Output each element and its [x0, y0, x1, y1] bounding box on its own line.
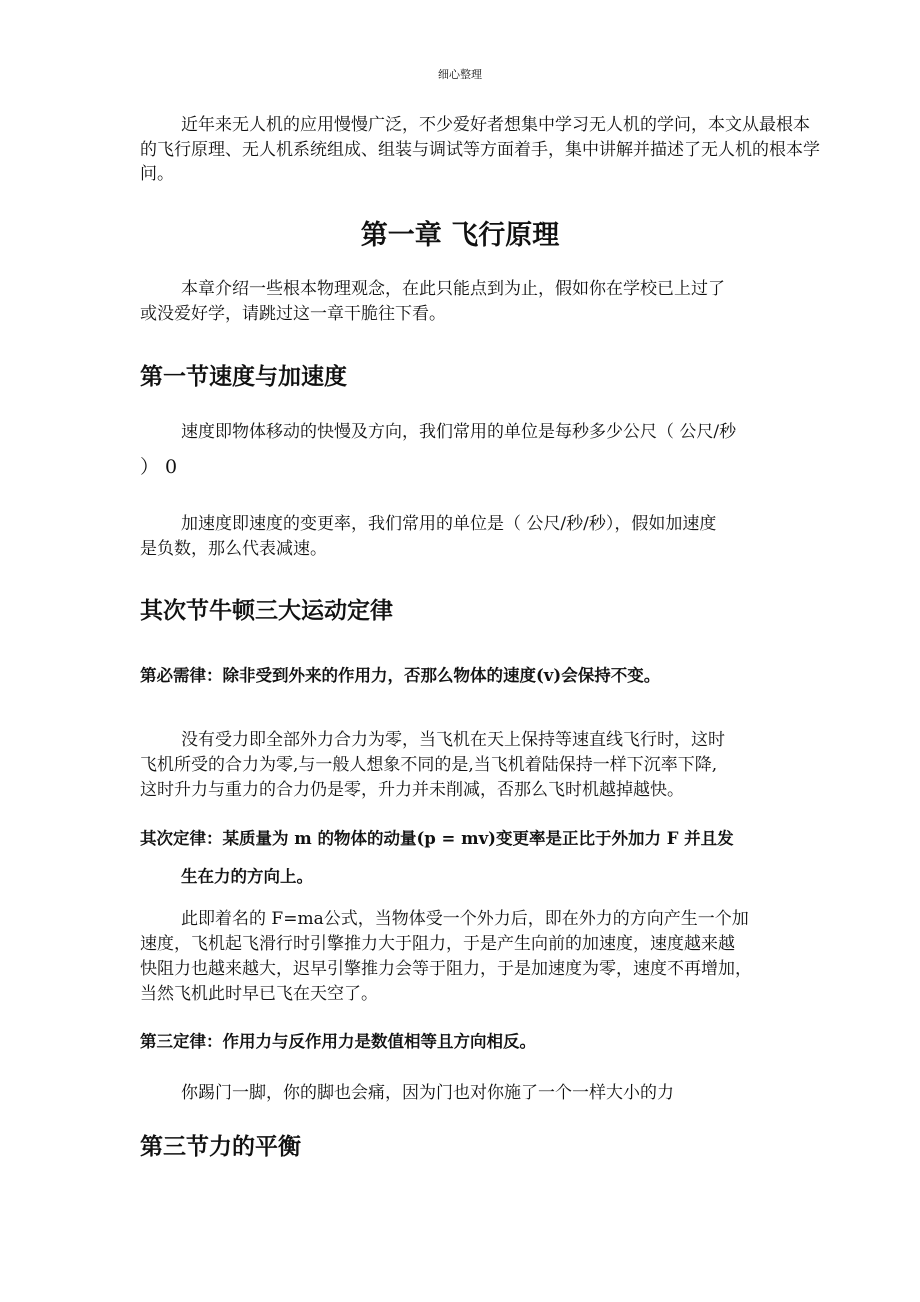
paragraph-line: 是负数，那么代表减速。: [140, 539, 327, 559]
paragraph-line: 此即着名的 F=ma公式，当物体受一个外力后，即在外力的方向产生一个加: [181, 909, 749, 929]
intro-line: 近年来无人机的应用慢慢广泛，不少爱好者想集中学习无人机的学问，本文从最根本: [181, 115, 810, 135]
chapter-title: 第一章 飞行原理: [360, 220, 560, 251]
paragraph-line: 这时升力与重力的合力仍是零，升力并未削减，否那么飞时机越掉越快。: [140, 780, 684, 800]
paragraph-line: ） 0: [140, 456, 178, 478]
paragraph-line: 快阻力也越来越大，迟早引擎推力会等于阻力，于是加速度为零，速度不再增加，: [140, 959, 752, 979]
section-2-title: 其次节牛顿三大运动定律: [140, 597, 393, 624]
paragraph-line: 没有受力即全部外力合力为零，当飞机在天上保持等速直线飞行时，这时: [181, 730, 725, 750]
intro-line: 问。: [140, 164, 174, 184]
chapter-intro-line: 或没爱好学，请跳过这一章干脆往下看。: [140, 304, 446, 324]
law-3-heading: 第三定律：作用力与反作用力是数值相等且方向相反。: [140, 1032, 536, 1051]
intro-line: 的飞行原理、无人机系统组成、组装与调试等方面着手，集中讲解并描述了无人机的根本学: [140, 140, 820, 160]
law-2-heading: 其次定律：某质量为 m 的物体的动量(p = mv)变更率是正比于外加力 F 并且发: [140, 829, 734, 848]
page-header: 细心整理: [438, 68, 482, 81]
law-1-heading: 第必需律：除非受到外来的作用力，否那么物体的速度(v)会保持不变。: [140, 666, 661, 685]
paragraph-line: 速度即物体移动的快慢及方向，我们常用的单位是每秒多少公尺（ 公尺/秒: [181, 422, 737, 442]
paragraph-line: 速度，飞机起飞滑行时引擎推力大于阻力，于是产生向前的加速度，速度越来越: [140, 934, 735, 954]
section-3-title: 第三节力的平衡: [140, 1133, 301, 1160]
paragraph-line: 飞机所受的合力为零,与一般人想象不同的是,当飞机着陆保持一样下沉率下降,: [140, 755, 718, 775]
paragraph-line: 你踢门一脚，你的脚也会痛，因为门也对你施了一个一样大小的力: [181, 1083, 674, 1103]
law-2-heading: 生在力的方向上。: [181, 867, 313, 886]
section-1-title: 第一节速度与加速度: [140, 363, 347, 390]
chapter-intro-line: 本章介绍一些根本物理观念，在此只能点到为止，假如你在学校已上过了: [181, 279, 725, 299]
paragraph-line: 加速度即速度的变更率，我们常用的单位是（ 公尺/秒/秒），假如加速度: [181, 514, 717, 534]
paragraph-line: 当然飞机此时早已飞在天空了。: [140, 984, 378, 1004]
